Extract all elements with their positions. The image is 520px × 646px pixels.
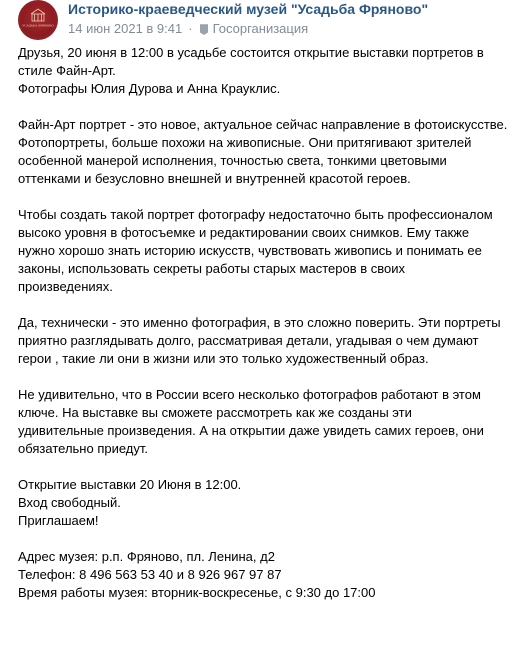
gov-org-label[interactable]: Госорганизация bbox=[212, 21, 309, 36]
text-line: обязательно приедут. bbox=[18, 441, 149, 456]
text-line: законы, использовать секреты работы старых мастеров в своих bbox=[18, 261, 405, 276]
text-line: особенной манерой исполнения, точностью света, тонкими цветовыми bbox=[18, 153, 447, 168]
text-line: Чтобы создать такой портрет фотографу недостаточно быть профессионалом bbox=[18, 207, 493, 222]
paragraph-3 bbox=[18, 206, 508, 296]
text-line: нужно хорошо знать историю искусств, чувствовать живопись и понимать ее bbox=[18, 243, 482, 258]
text-line: Фотографы Юлия Дурова и Анна Крауклис. bbox=[18, 81, 281, 96]
text-line: Время работы музея: вторник-воскресенье, с 9:30 до 17:00 bbox=[18, 585, 376, 600]
paragraph-4 bbox=[18, 314, 508, 368]
text-line: Друзья, 20 июня в 12:00 в усадьбе состоится открытие выставки портретов в bbox=[18, 45, 484, 60]
text-line: Фотопортреты, больше похожи на живописные. Они притягивают зрителей bbox=[18, 135, 472, 150]
paragraph-7 bbox=[18, 548, 508, 602]
text-line: ключе. На выставке вы сможете рассмотреть как же созданы эти bbox=[18, 405, 412, 420]
meta-separator: · bbox=[188, 21, 193, 36]
text-line: стиле Файн-Арт. bbox=[18, 63, 116, 78]
text-line: Файн-Арт портрет - это новое, актуальное сейчас направление в фотоискусстве. bbox=[18, 117, 508, 132]
community-avatar[interactable] bbox=[18, 0, 58, 40]
post-date[interactable]: 14 июн 2021 в 9:41 bbox=[68, 21, 183, 36]
text-line: Открытие выставки 20 Июня в 12:00. bbox=[18, 477, 242, 492]
checkmark-icon bbox=[199, 23, 209, 36]
avatar-logo-text: УСАДЬБА ФРЯНОВО bbox=[22, 23, 54, 28]
paragraph-2 bbox=[18, 116, 508, 188]
text-line: приятно разглядывать долго, рассматривая детали, угадывая о чем думают bbox=[18, 333, 479, 348]
community-name-link[interactable]: Историко-краеведческий музей "Усадьба Фряново" bbox=[68, 1, 429, 17]
paragraph-6 bbox=[18, 476, 508, 530]
text-line: Телефон: 8 496 563 53 40 и 8 926 967 97 87 bbox=[18, 567, 282, 582]
museum-logo-icon bbox=[18, 0, 58, 40]
paragraph-1 bbox=[18, 44, 508, 98]
text-line: Адрес музея: р.п. Фряново, пл. Ленина, д2 bbox=[18, 549, 275, 564]
text-line: Да, технически - это именно фотография, в это сложно поверить. Эти портреты bbox=[18, 315, 501, 330]
post-meta bbox=[68, 21, 308, 37]
text-line: оттенками и безусловно внешней и внутренней красотой героев. bbox=[18, 171, 411, 186]
text-line: Вход свободный. bbox=[18, 495, 121, 510]
text-line: Не удивительно, что в России всего несколько фотографов работают в этом bbox=[18, 387, 481, 402]
paragraph-5 bbox=[18, 386, 508, 458]
text-line: высоко уровня в фотосъемке и редактировании своих снимков. Ему также bbox=[18, 225, 470, 240]
post-text bbox=[18, 44, 508, 602]
post-header bbox=[18, 0, 508, 40]
text-line: Приглашаем! bbox=[18, 513, 99, 528]
text-line: удивительные произведения. А на открытии даже увидеть самих героев, они bbox=[18, 423, 484, 438]
text-line: герои , такие ли они в жизни или это только художественный образ. bbox=[18, 351, 429, 366]
text-line: произведениях. bbox=[18, 279, 113, 294]
